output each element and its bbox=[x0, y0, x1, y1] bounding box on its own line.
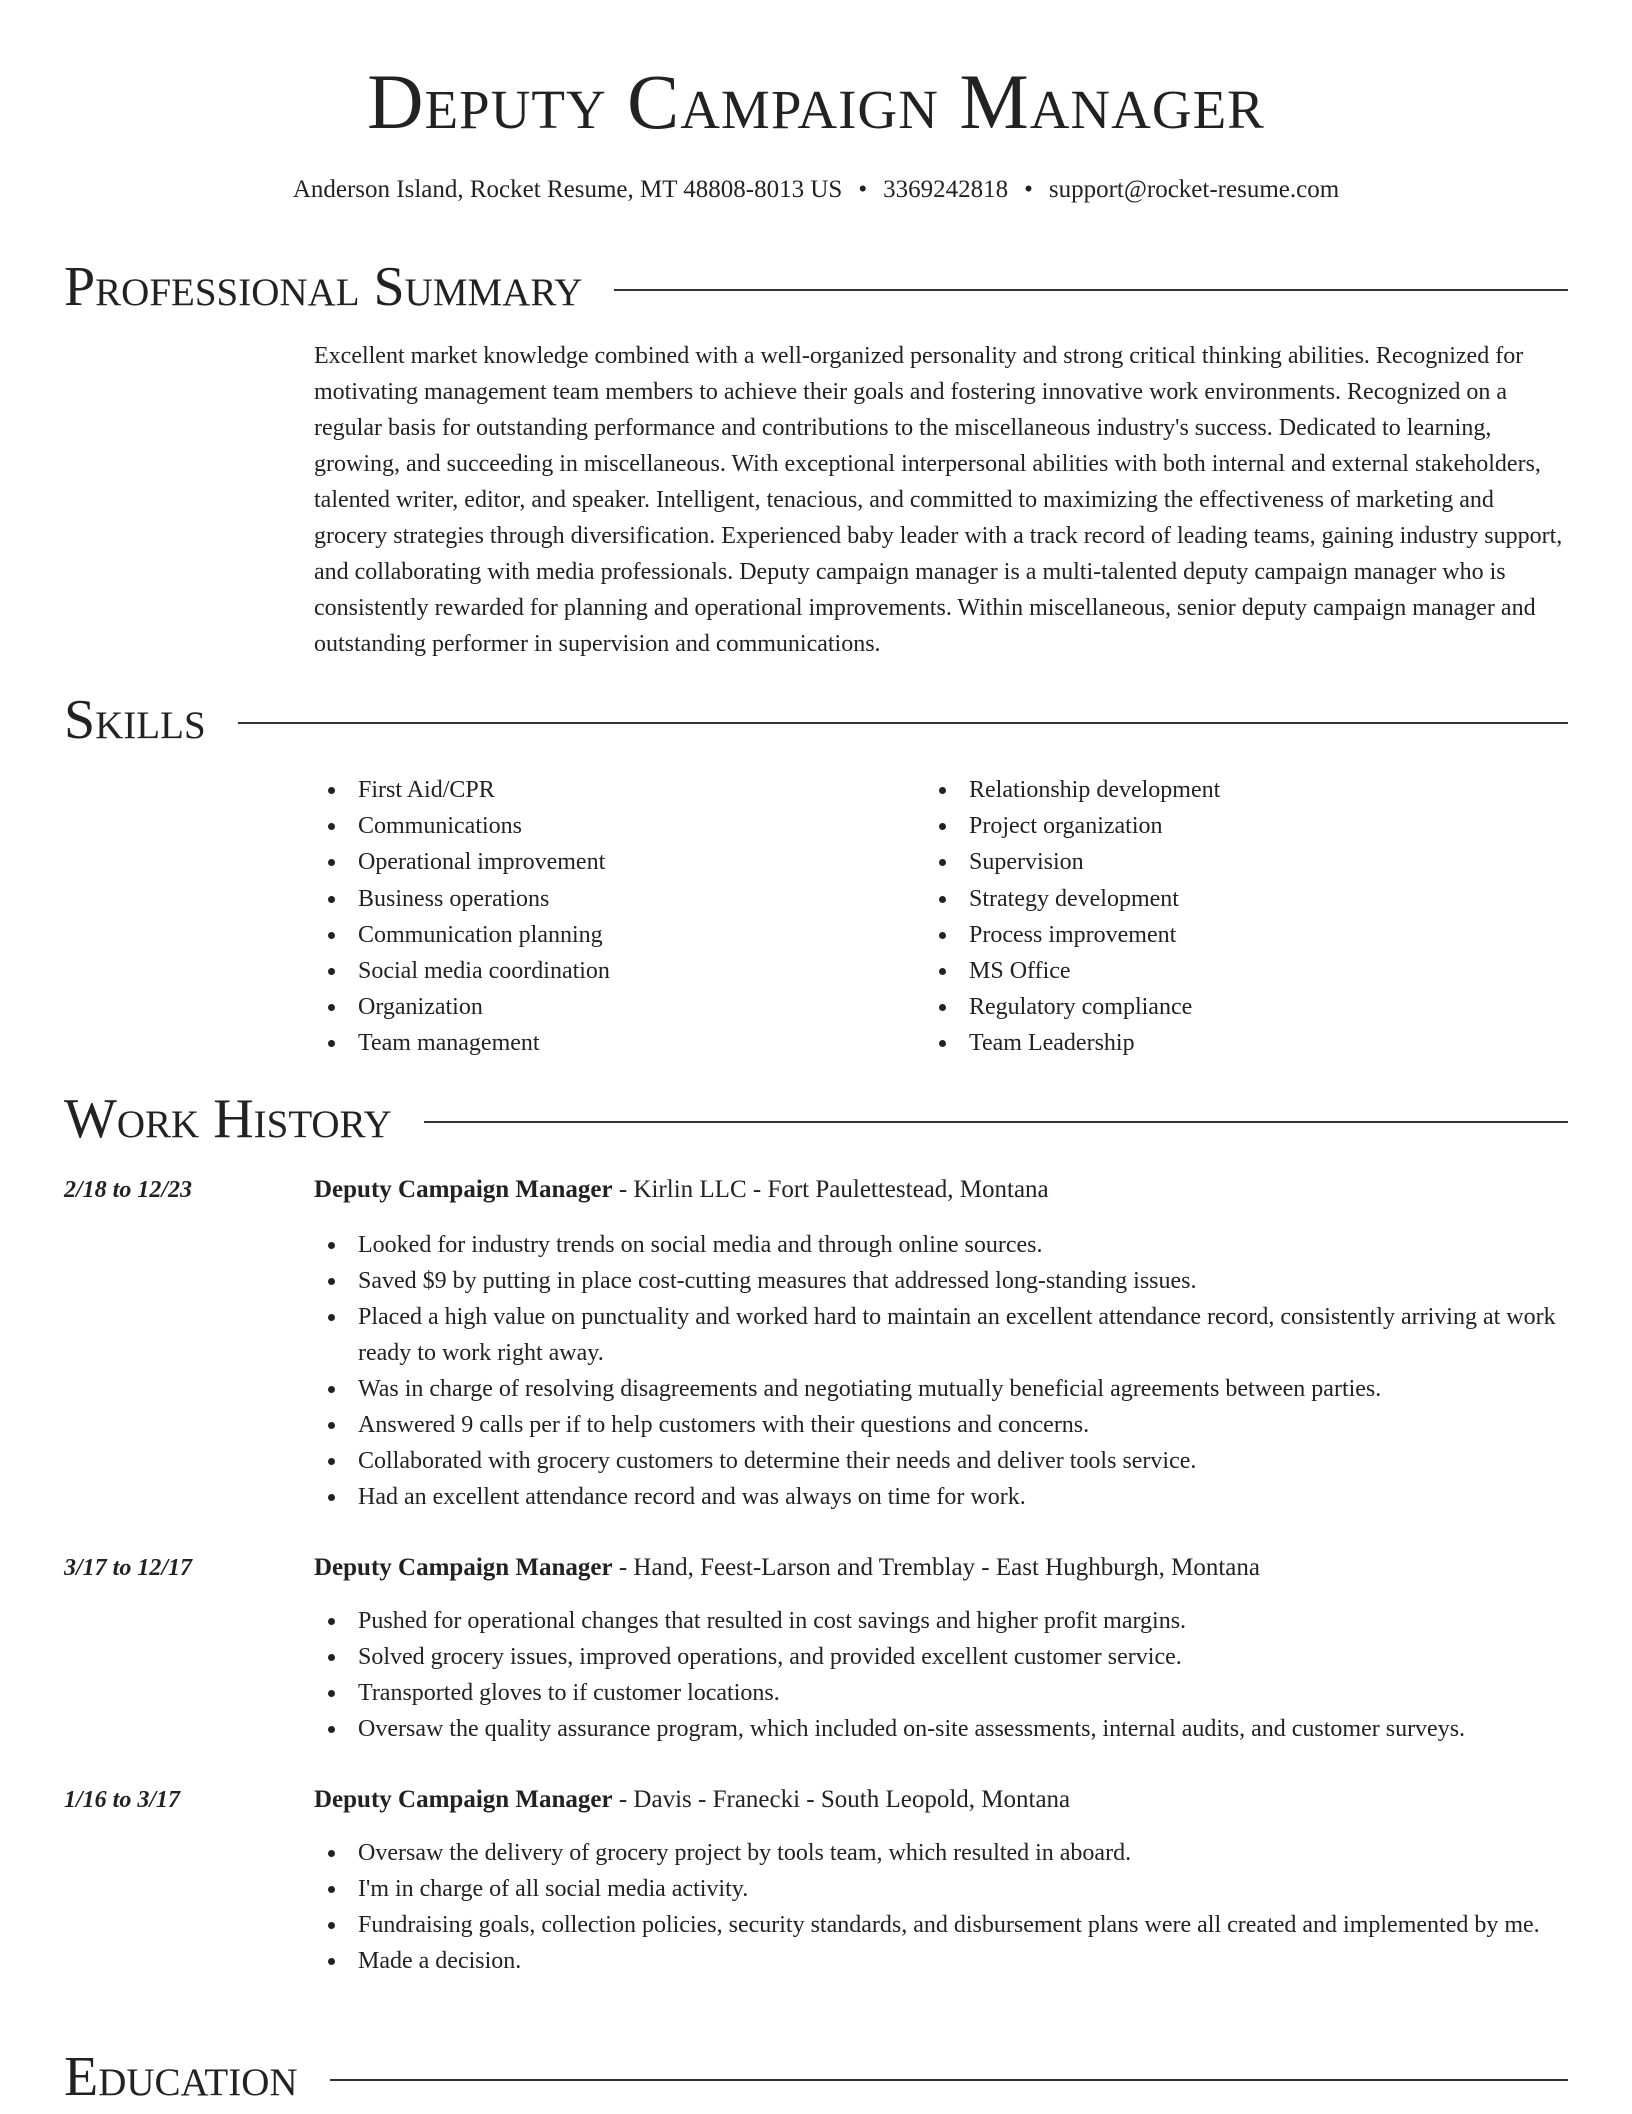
job-employer: - Hand, Feest-Larson and Tremblay - East Hughburgh, Montana bbox=[612, 1554, 1260, 1581]
candidate-name: Deputy Campaign Manager bbox=[367, 58, 1265, 145]
skill-item: Strategy development bbox=[925, 881, 1565, 917]
job-bullet: I'm in charge of all social media activity. bbox=[314, 1871, 1574, 1907]
job-bullet: Transported gloves to if customer locations. bbox=[314, 1675, 1574, 1711]
job-bullet: Collaborated with grocery customers to determine their needs and deliver tools service. bbox=[314, 1443, 1574, 1479]
skill-item: Business operations bbox=[314, 881, 914, 917]
job-employer: - Kirlin LLC - Fort Paulettestead, Montana bbox=[612, 1176, 1049, 1203]
job-bullet: Oversaw the quality assurance program, which included on-site assessments, internal audits, and customer surveys. bbox=[314, 1711, 1574, 1747]
skill-item: Operational improvement bbox=[314, 844, 914, 880]
job-bullet: Pushed for operational changes that resulted in cost savings and higher profit margins. bbox=[314, 1603, 1574, 1639]
section-divider bbox=[330, 2079, 1568, 2081]
contact-separator: • bbox=[858, 176, 868, 203]
skill-item: Regulatory compliance bbox=[925, 989, 1565, 1025]
job-bullet: Answered 9 calls per if to help customers with their questions and concerns. bbox=[314, 1407, 1574, 1443]
section-heading-education bbox=[64, 2040, 1568, 2114]
section-heading-skills bbox=[64, 683, 1568, 757]
job-bullet: Fundraising goals, collection policies, security standards, and disbursement plans were all created and implemented by me. bbox=[314, 1907, 1574, 1943]
job-title: Deputy Campaign Manager bbox=[314, 1176, 613, 1203]
job-bullet: Made a decision. bbox=[314, 1943, 1574, 1979]
contact-address: Anderson Island, Rocket Resume, MT 48808-8013 US bbox=[292, 176, 843, 203]
job-bullets bbox=[314, 1227, 1574, 1515]
job-dates: 3/17 to 12/17 bbox=[64, 1555, 193, 1581]
skill-item: Organization bbox=[314, 989, 914, 1025]
job-bullet: Had an excellent attendance record and was always on time for work. bbox=[314, 1479, 1574, 1515]
skill-item: First Aid/CPR bbox=[314, 772, 914, 808]
job-heading bbox=[314, 1172, 1049, 1208]
contact-email: support@rocket-resume.com bbox=[1048, 176, 1340, 203]
skills-list-left bbox=[314, 772, 914, 1062]
job-employer: - Davis - Franecki - South Leopold, Montana bbox=[612, 1786, 1071, 1813]
job-title: Deputy Campaign Manager bbox=[314, 1554, 613, 1581]
job-dates: 2/18 to 12/23 bbox=[64, 1177, 193, 1203]
skill-item: Communications bbox=[314, 808, 914, 844]
section-divider bbox=[238, 722, 1568, 724]
section-title: Professional Summary bbox=[64, 256, 583, 318]
section-divider bbox=[424, 1121, 1568, 1123]
skill-item: Process improvement bbox=[925, 917, 1565, 953]
job-bullets bbox=[314, 1603, 1574, 1747]
skill-item: Project organization bbox=[925, 808, 1565, 844]
skill-item: Relationship development bbox=[925, 772, 1565, 808]
summary-text: Excellent market knowledge combined with a well-organized personality and strong critical thinking abilities. Recognized for motivating management team members to achieve their goals and fostering innovative work environments. Recognized on a regular basis for outstanding performance and contributions to the miscellaneous industry's success. Dedicated to learning, growing, and succeeding in miscellaneous. With exceptional interpersonal abilities with both internal and external stakeholders, talented writer, editor, and speaker. Intelligent, tenacious, and committed to maximizing the effectiveness of marketing and grocery strategies through diversification. Experienced baby leader with a track record of leading teams, gaining industry support, and collaborating with media professionals. Deputy campaign manager is a multi-talented deputy campaign manager who is consistently rewarded for planning and operational improvements. Within miscellaneous, senior deputy campaign manager and outstanding performer in supervision and communications. bbox=[314, 343, 1563, 657]
skills-list-right bbox=[925, 772, 1565, 1062]
job-bullet: Placed a high value on punctuality and worked hard to maintain an excellent attendance record, consistently arriving at work ready to work right away. bbox=[314, 1299, 1574, 1371]
contact-line bbox=[0, 172, 1632, 208]
section-heading-summary bbox=[64, 250, 1568, 324]
skill-item: MS Office bbox=[925, 953, 1565, 989]
section-title: Work History bbox=[64, 1088, 392, 1150]
job-bullet: Was in charge of resolving disagreements and negotiating mutually beneficial agreements between parties. bbox=[314, 1371, 1574, 1407]
section-heading-work-history bbox=[64, 1082, 1568, 1156]
job-heading bbox=[314, 1782, 1070, 1818]
job-bullet: Solved grocery issues, improved operations, and provided excellent customer service. bbox=[314, 1639, 1574, 1675]
job-heading bbox=[314, 1550, 1260, 1586]
job-bullets bbox=[314, 1835, 1574, 1979]
job-bullet: Looked for industry trends on social media and through online sources. bbox=[314, 1227, 1574, 1263]
skill-item: Communication planning bbox=[314, 917, 914, 953]
section-title: Education bbox=[64, 2046, 298, 2108]
section-divider bbox=[614, 289, 1568, 291]
contact-phone: 3369242818 bbox=[883, 176, 1009, 203]
job-title: Deputy Campaign Manager bbox=[314, 1786, 613, 1813]
job-bullet: Oversaw the delivery of grocery project by tools team, which resulted in aboard. bbox=[314, 1835, 1574, 1871]
skill-item: Team management bbox=[314, 1025, 914, 1061]
skill-item: Supervision bbox=[925, 844, 1565, 880]
job-bullet: Saved $9 by putting in place cost-cutting measures that addressed long-standing issues. bbox=[314, 1263, 1574, 1299]
job-dates: 1/16 to 3/17 bbox=[64, 1787, 181, 1813]
section-title: Skills bbox=[64, 689, 206, 751]
contact-separator: • bbox=[1024, 176, 1033, 203]
skill-item: Social media coordination bbox=[314, 953, 914, 989]
skill-item: Team Leadership bbox=[925, 1025, 1565, 1061]
